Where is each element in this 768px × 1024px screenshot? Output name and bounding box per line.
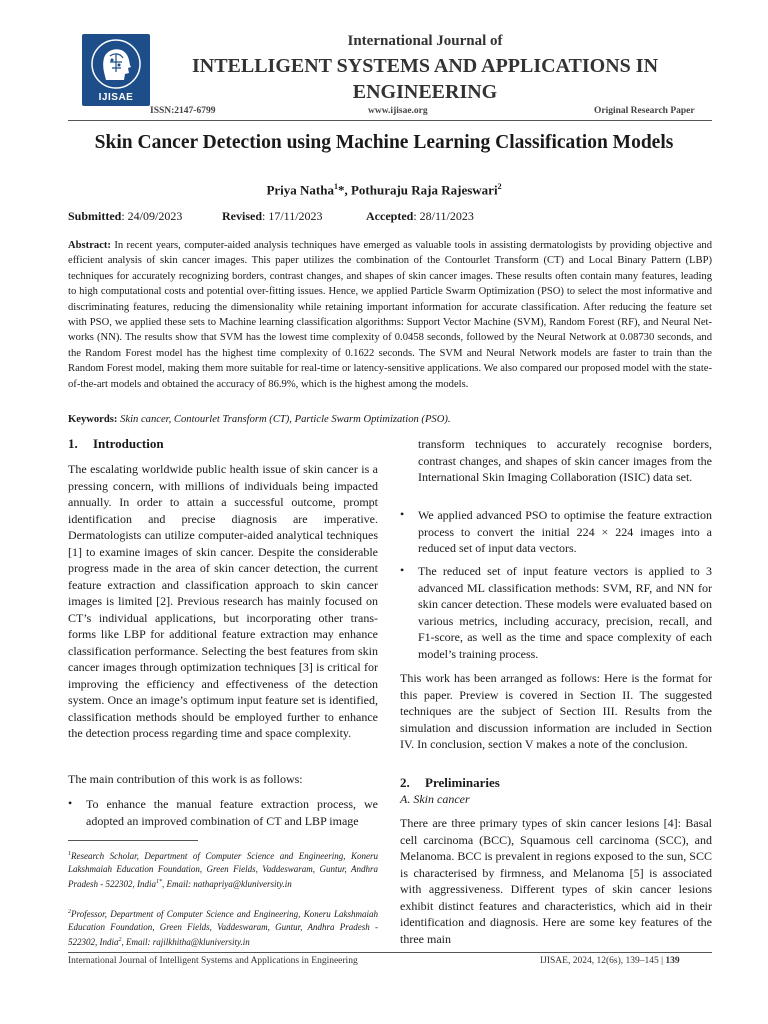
bullet-marker: • <box>68 796 73 810</box>
journal-title-line2: ENGINEERING <box>352 81 498 103</box>
author-1: Priya Natha <box>266 182 334 198</box>
revised-label: Revised <box>222 209 262 223</box>
footnote-2-text: Professor, Department of Computer Science and Engineering, Koneru Lakshmaiah Education Foundation, Green Fields, Vaddeswaram, Guntur, Andhra Pradesh - 522302, India <box>68 909 378 947</box>
head-silhouette-icon <box>88 38 144 90</box>
footnote-2-marker: 2 <box>68 909 71 915</box>
footnote-1 <box>68 848 378 891</box>
journal-title <box>160 53 690 105</box>
bullet-marker: • <box>400 507 405 521</box>
footer-citation <box>540 956 680 966</box>
footer-journal: International Journal of Intelligent Systems and Applications in Engineering <box>68 956 358 966</box>
submitted-value: : 24/09/2023 <box>121 209 183 223</box>
footnote-1-marker: 1 <box>68 851 71 857</box>
logo-text: IJISAE <box>98 92 134 103</box>
footer-divider <box>68 952 712 953</box>
paper-title: Skin Cancer Detection using Machine Learning Classification Models <box>94 132 674 153</box>
footer-citation-text: IJISAE, 2024, 12(6s), 139–145 | <box>540 956 666 966</box>
paper-arrangement-paragraph: This work has been arranged as follows: Here is the format for this paper. Preview is covered in Section II. The suggested techniques are the subject of Section III. Results from the simulation and discussion information are included in Section IV. In conclusion, section V makes a note of the conclusion. <box>400 671 712 751</box>
issn: ISSN:2147-6799 <box>150 106 216 116</box>
abstract-text: In recent years, computer-aided analysis techniques have emerged as valuable tools in assisting dermatologists by providing objective and efficient analysis of skin cancer images. This paper utilizes the combination of the Contourlet Transform (CT) and Local Binary Pattern (LBP) techniques for accurately recognizing borders, contrast changes, and shapes of skin cancer images. These results often contain many features, leading to high computational costs and potential over-fitting issues. Hence, we applied Particle Swarm Optimization (PSO) to select the most informative and discriminating features, reducing the dimensionality while retaining important information for accurate classification. After reducing the feature set with PSO, we applied these sets to Machine learning classification algorithms: Support Vector Machine (SVM), Random Forest (RF), and Neural Net- works (NN). The results show that SVM has the lowest time complexity of 0.0458 seconds, followed by the Neural Network at 0.08730 seconds, and the Random Forest model has the highest time complexity of 0.1622 seconds. The SVM and Neural Network models are faster to train than the Random Forest model, making them more suitable for real-time or latency-sensitive applications. We also compared our proposed model with the state-of-the-art models and obtained the accuracy of 86.9%, which is the highest among the models. <box>68 240 712 390</box>
subsection-a-heading: A. Skin cancer <box>400 792 470 806</box>
accepted-date <box>366 209 474 224</box>
keywords-label: Keywords: <box>68 414 118 425</box>
footnote-1-text: Research Scholar, Department of Computer Science and Engineering, Koneru Lakshmaiah Education Foundation, Green Fields, Vaddeswaram, Guntur, Andhra Pradesh - 522302, India <box>68 851 378 889</box>
keywords <box>68 414 712 425</box>
contribution-bullet-2: We applied advanced PSO to optimise the feature extraction process to convert the initial 224 × 224 images into a reduced set of input data vectors. <box>418 508 712 555</box>
section-2-title: Preliminaries <box>425 775 500 790</box>
header-divider <box>68 120 712 121</box>
footnote-2-email[interactable]: , Email: rajilkhitha@kluniversity.in <box>121 937 250 947</box>
journal-pre-title: International Journal of <box>347 33 503 49</box>
keywords-text: Skin cancer, Contourlet Transform (CT), Particle Swarm Optimization (PSO). <box>120 414 451 425</box>
section-1-heading <box>68 436 164 452</box>
revised-value: : 17/11/2023 <box>262 209 323 223</box>
footnote-2 <box>68 906 378 949</box>
journal-logo <box>82 34 150 106</box>
contribution-bullet-1-continued: transform techniques to accurately recognise borders, contrast changes, and shapes of skin cancer images from the International Skin Imaging Collaboration (ISIC) data set. <box>418 437 712 484</box>
section-1-title: Introduction <box>93 436 164 451</box>
skin-cancer-paragraph: There are three primary types of skin cancer lesions [4]: Basal cell carcinoma (BCC), Squamous cell carcinoma (SCC), and Melanoma. BCC is prevalent in regions exposed to the sun, SCC is characterised by firmness, and Melanoma [5] is associated with aggressiveness. Different types of skin cancer lesions exhibit distinct features and characteristics, which aid in their identification and diagnosis. Here are some key features of the three main <box>400 816 712 946</box>
submitted-label: Submitted <box>68 209 122 223</box>
footnote-1-corresponding-mark: 1* <box>156 879 162 885</box>
journal-title-line1: INTELLIGENT SYSTEMS AND APPLICATIONS IN <box>191 55 659 77</box>
paper-type: Original Research Paper <box>594 106 695 116</box>
accepted-value: : 28/11/2023 <box>413 209 474 223</box>
abstract <box>68 238 712 392</box>
contribution-bullet-3: The reduced set of input feature vectors is applied to 3 advanced ML classification methods: SVM, RF, and NN for skin cancer detection. These models were evaluated based on various metrics, including accuracy, precision, recall, and F1-score, as well as the time and space complexity of each model’s training process. <box>418 564 712 661</box>
contribution-bullet-1: To enhance the manual feature extraction process, we adopted an improved combination of CT and LBP image <box>86 797 378 828</box>
footnote-divider <box>68 840 198 841</box>
authors <box>60 182 708 198</box>
submitted-date <box>68 209 182 224</box>
section-2-number: 2. <box>400 775 410 790</box>
contribution-intro: The main contribution of this work is as follows: <box>68 772 303 786</box>
section-2-heading <box>400 775 500 791</box>
revised-date <box>222 209 323 224</box>
author-2-affiliation: 2 <box>497 182 502 191</box>
footnote-2-affiliation-mark: 2 <box>118 937 122 943</box>
journal-website-link[interactable]: www.ijisae.org <box>368 106 428 116</box>
abstract-label: Abstract: <box>68 240 111 251</box>
footnote-1-email[interactable]: , Email: nathapriya@kluniversity.in <box>162 879 292 889</box>
page-number: 139 <box>665 956 680 966</box>
corresponding-mark: *, <box>337 182 351 198</box>
author-1-affiliation: 1 <box>333 182 338 191</box>
intro-paragraph: The escalating worldwide public health issue of skin cancer is a pressing concern, with millions of individuals being impacted annually. In order to attain a successful outcome, prompt identification and precise diagnosis are imperative. Dermatologists can utilize computer-aided analytical techniques [1] to examine images of skin cancer. Despite the considerable progress made in the area of skin cancer detection, the current feature extraction and classification approach to skin cancer images is limited [2]. Previous research has mainly focused on CT’s individual applications, but incorporating other trans- forms like LBP for additional feature extraction may enhance classification performance. Selecting the best features from skin cancer images through optimization techniques [3] is critical for improving the efficiency and effectiveness of the detection system. Once an image’s optimum input feature set is identified, classification methods should be employed further to enhance the detection process regarding time and space complexity. <box>68 462 378 740</box>
section-1-number: 1. <box>68 436 78 451</box>
bullet-marker: • <box>400 563 405 577</box>
author-2: Pothuraju Raja Rajeswari <box>350 182 498 198</box>
accepted-label: Accepted <box>366 209 414 223</box>
